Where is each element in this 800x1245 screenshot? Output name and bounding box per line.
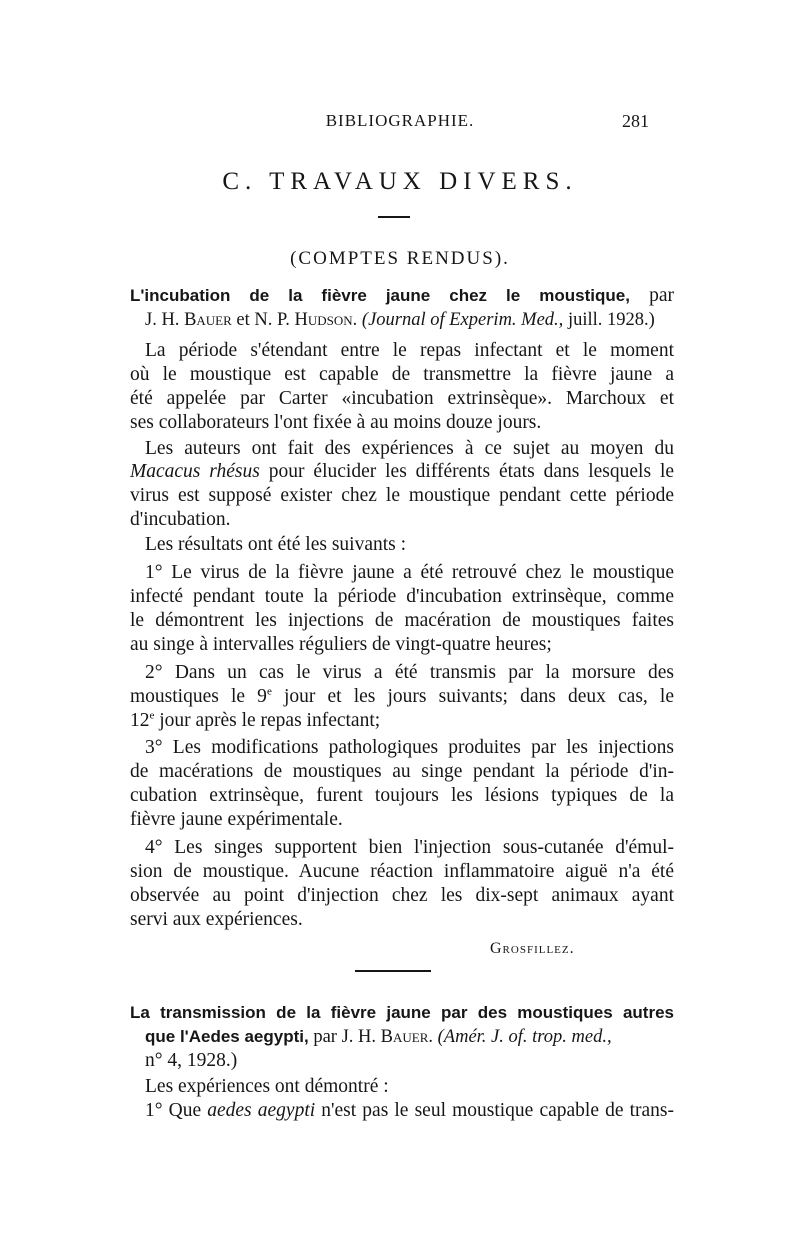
article1-p2-line2-rest: pour élucider les différents états dans lesquels le: [268, 461, 675, 482]
page-number: 281: [622, 111, 649, 131]
article1-p1-line4: ses collaborateurs l'ont fixée à au moins douze jours.: [130, 412, 542, 433]
article2-item1-a: 1° Que: [145, 1100, 202, 1121]
item1-line4: au singe à intervalles réguliers de vingt-quatre heures;: [130, 634, 552, 655]
article2-title-line2: que l'Aedes aegypti, par J. H. Bauer. (Amér. J. of. trop. med.,: [145, 1027, 612, 1047]
section-title: C. TRAVAUX DIVERS.: [222, 168, 578, 195]
article1-title-text: L'incubation de la fièvre jaune chez le moustique,: [130, 286, 630, 305]
page-header: [0, 111, 800, 135]
article2-author: Bauer: [380, 1027, 429, 1047]
article2-par: par J. H.: [313, 1027, 377, 1047]
article1-p2-line4: d'incubation.: [130, 509, 231, 530]
article2-species: aedes aegypti: [207, 1100, 316, 1121]
article-separator: [355, 970, 431, 972]
article1-p3: Les résultats ont été les suivants :: [145, 534, 407, 555]
item2-line2-sup: e: [266, 685, 272, 698]
article2-title-line1: [130, 1000, 674, 1025]
article1-date: juill. 1928.): [567, 310, 655, 330]
section-subtitle: (COMPTES RENDUS).: [290, 248, 510, 269]
item3-line4: fièvre jaune expérimentale.: [130, 809, 343, 830]
article1-dot: .: [352, 310, 358, 330]
article1-p1-line3: été appelée par Carter «incubation extrinsèque». Marchoux et: [130, 388, 674, 409]
item2-line3: [130, 708, 380, 733]
item3-line1: 3° Les modifications pathologiques produites par les injections: [145, 737, 674, 758]
item4-line4: servi aux expériences.: [130, 909, 303, 930]
article2-title-l2: que l'Aedes aegypti,: [145, 1027, 309, 1046]
article2-journal: (Amér. J. of. trop. med.,: [437, 1027, 612, 1047]
signature: Grosfillez.: [490, 940, 575, 957]
article1-p2-line3: virus est supposé exister chez le moustique pendant cette période: [130, 485, 674, 506]
title-rule: [378, 216, 410, 218]
species-name: Macacus rhésus: [130, 461, 260, 482]
article1-and: et N. P.: [236, 310, 290, 330]
article2-issue: n° 4, 1928.): [145, 1050, 238, 1071]
item4-line1: 4° Les singes supportent bien l'injection sous-cutanée d'émul-: [145, 837, 674, 858]
item4-line2: sion de moustique. Aucune réaction inflammatoire aiguë n'a été: [130, 861, 674, 882]
article1-author1: Bauer: [184, 310, 232, 330]
item2-line2-a: moustiques le 9: [130, 686, 267, 707]
item2-line2-b: jour et les jours suivants; dans deux cas, le: [283, 686, 675, 707]
item2-line3-sup: e: [149, 709, 155, 722]
article1-title: [130, 283, 674, 308]
article1-authors-pre: J. H.: [145, 310, 180, 330]
item1-line2: infecté pendant toute la période d'incubation extrinsèque, comme: [130, 586, 674, 607]
item2-line3-b: jour après le repas infectant;: [159, 710, 381, 731]
article2-p1: Les expériences ont démontré :: [145, 1076, 389, 1097]
article1-p2-line1: Les auteurs ont fait des expériences à ce sujet au moyen du: [145, 438, 674, 459]
item2-line3-a: 12: [130, 710, 150, 731]
article1-p1-line2: où le moustique est capable de transmettre la fièvre jaune a: [130, 364, 674, 385]
running-head: BIBLIOGRAPHIE.: [325, 111, 475, 130]
item4-line3: observée au point d'injection chez les dix-sept animaux ayant: [130, 885, 674, 906]
article1-citation: [145, 308, 655, 333]
article1-title-tail: par: [649, 285, 674, 306]
item1-line1: 1° Le virus de la fièvre jaune a été retrouvé chez le moustique: [145, 562, 674, 583]
item2-line2: [130, 684, 674, 709]
article2-item1-b: n'est pas le seul moustique capable de trans-: [321, 1100, 674, 1121]
item1-line3: le démontrent les injections de macération de moustiques faites: [130, 610, 674, 631]
article1-author2: Hudson: [294, 310, 353, 330]
article1-p2-line2: [130, 459, 674, 484]
item2-line1: 2° Dans un cas le virus a été transmis par la morsure des: [145, 662, 674, 683]
item3-line2: de macérations de moustiques au singe pendant la période d'in-: [130, 761, 674, 782]
item3-line3: cubation extrinsèque, furent toujours les lésions typiques de la: [130, 785, 674, 806]
article1-journal: (Journal of Experim. Med.,: [361, 310, 564, 330]
article2-title-l1: La transmission de la fièvre jaune par des moustiques autres: [130, 1003, 674, 1022]
article1-p1-line1: La période s'étendant entre le repas infectant et le moment: [145, 340, 674, 361]
article2-item1: [145, 1098, 674, 1123]
